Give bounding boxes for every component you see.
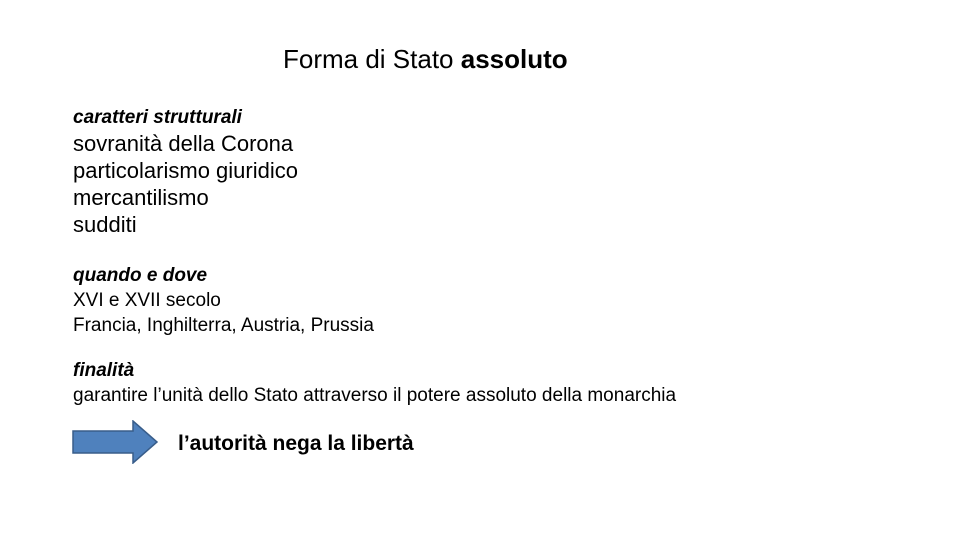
title-bold: assoluto [460, 44, 568, 74]
purpose-heading: finalità [73, 360, 135, 381]
purpose-list [73, 383, 676, 408]
title-regular: Forma di Stato [283, 44, 461, 74]
structural-list [73, 130, 298, 238]
when-where-item: Francia, Inghilterra, Austria, Prussia [73, 315, 374, 336]
structural-item: mercantilismo [73, 185, 209, 210]
structural-item: sudditi [73, 212, 137, 237]
conclusion-text: l’autorità nega la libertà [178, 432, 414, 455]
purpose-item: garantire l’unità dello Stato attraverso il potere assoluto della monarchia [73, 385, 677, 406]
slide-title [283, 42, 568, 76]
structural-item: particolarismo giuridico [73, 158, 298, 183]
when-where-heading: quando e dove [73, 265, 208, 286]
structural-heading: caratteri strutturali [73, 107, 242, 128]
structural-item: sovranità della Corona [73, 131, 294, 156]
right-arrow-icon [72, 420, 158, 464]
when-where-list [73, 288, 374, 338]
when-where-item: XVI e XVII secolo [73, 290, 221, 311]
